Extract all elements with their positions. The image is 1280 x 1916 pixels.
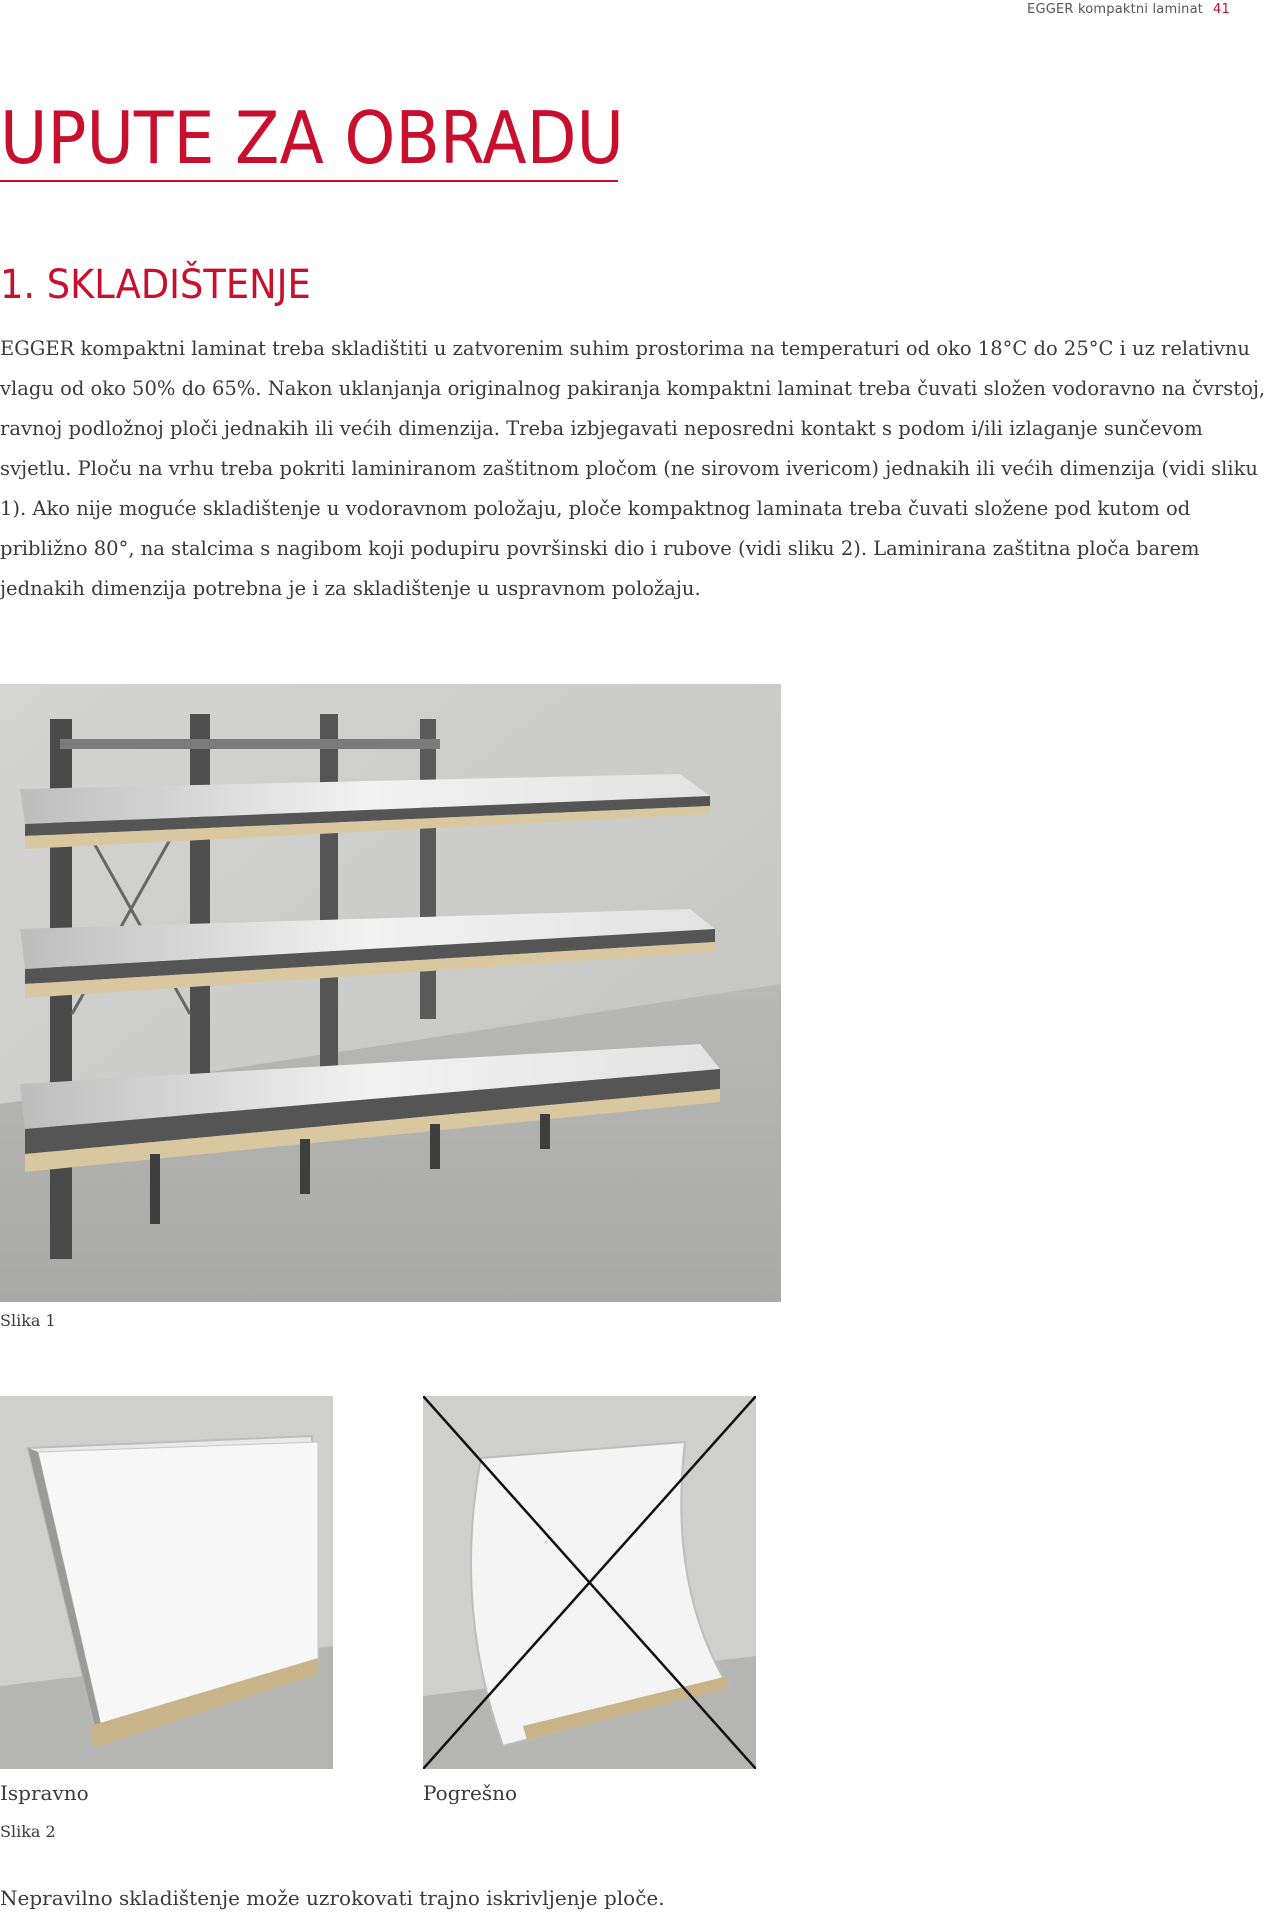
figure-2-caption: Slika 2 [0,1822,56,1841]
page-number: 41 [1213,2,1230,17]
figure-2-wrong-label: Pogrešno [423,1781,518,1805]
section-body-text: EGGER kompaktni laminat treba skladištiti u zatvorenim suhim prostorima na temperaturi od oko 18°C do 25°C i uz relativnu vlagu od oko 50% do 65%. Nakon uklanjanja originalnog pakiranja kompaktni laminat treba čuvati složen vodoravno na čvrstoj, ravnoj podložnoj ploči jednakih ili većih dimenzija. Treba izbjegavati neposredni kontakt s podom i/ili izlaganje sunčevom svjetlu. Ploču na vrhu treba pokriti laminiranom zaštitnom pločom (ne sirovom ivericom) jednakih ili većih dimenzija (vidi sliku 1). Ako nije moguće skladištenje u vodoravnom položaju, ploče kompaktnog laminata treba čuvati složene pod kutom od približno 80°, na stalcima s nagibom koji podupiru površinski dio i rubove (vidi sliku 2). Laminirana zaštitna ploča barem jednakih dimenzija potrebna je i za skladištenje u uspravnom položaju. [0,337,1266,600]
figure-2-wrong-storage-image [423,1396,756,1769]
section-heading: 1. SKLADIŠTENJE [0,262,311,308]
running-header [1027,2,1230,17]
figure-1-horizontal-storage-image [0,684,781,1302]
figure-2-correct-label: Ispravno [0,1781,89,1805]
figure-1-caption: Slika 1 [0,1311,56,1330]
page-title: UPUTE ZA OBRADU [0,96,624,180]
figure-2-correct-storage-image [0,1396,333,1769]
warning-note: Nepravilno skladištenje može uzrokovati trajno iskrivljenje ploče. [0,1886,665,1910]
title-underline [0,180,618,182]
running-title: EGGER kompaktni laminat [1027,2,1204,17]
